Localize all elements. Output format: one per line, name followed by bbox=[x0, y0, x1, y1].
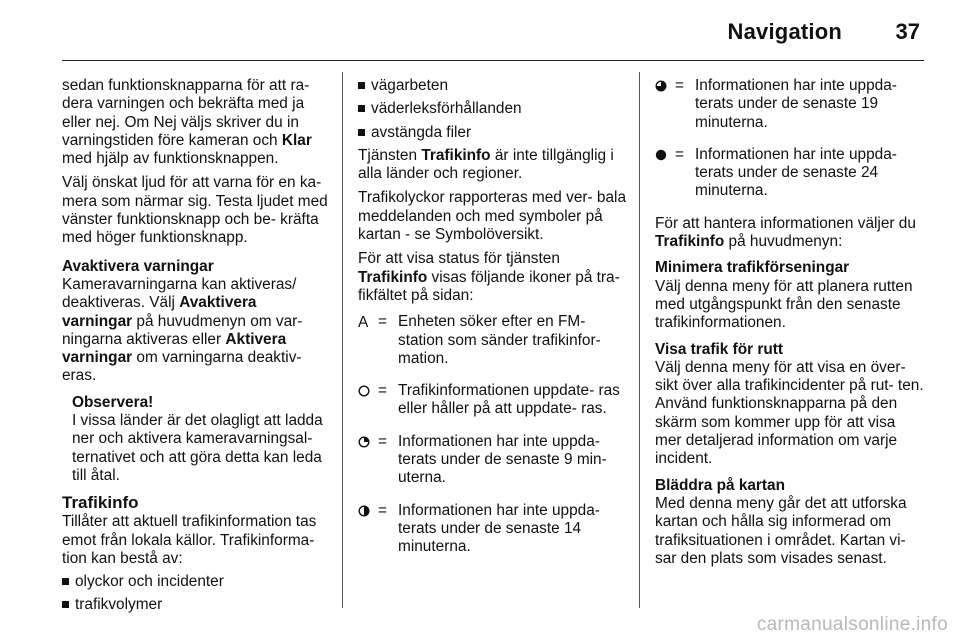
legend-row bbox=[358, 382, 626, 419]
bullet-square-icon bbox=[62, 578, 69, 585]
legend-text: Informationen har inte uppda- terats under de senaste 9 min- uterna. bbox=[398, 432, 607, 487]
legend-row bbox=[655, 146, 925, 201]
half-filled-circle-icon bbox=[358, 502, 378, 557]
legend-row bbox=[358, 433, 626, 488]
paragraph: Välj önskat ljud för att varna för en ka- mera som närmar sig. Testa ljudet med vänster funktionsknapp och be- kräfta med höger funktionsknapp. bbox=[62, 174, 328, 247]
paragraph: Tjänsten Trafikinfo är inte tillgänglig i alla länder och regioner. bbox=[358, 146, 614, 183]
section-title-trafikinfo: Trafikinfo bbox=[62, 493, 139, 513]
three-quarter-filled-circle-icon bbox=[655, 77, 675, 132]
legend-text: Trafikinformationen uppdate- ras eller håller på att uppdate- ras. bbox=[398, 382, 620, 418]
subheading-avaktivera: Avaktivera varningar bbox=[62, 257, 214, 275]
legend-row bbox=[358, 313, 626, 368]
subheading-bladdra: Bläddra på kartan bbox=[655, 476, 786, 494]
legend-text: Informationen har inte uppda- terats under de senaste 24 minuterna. bbox=[695, 145, 897, 200]
page-number: 37 bbox=[895, 19, 920, 44]
watermark-text: carmanualsonline.info bbox=[756, 614, 948, 635]
equals-sign: = bbox=[675, 77, 684, 94]
paragraph: Välj denna meny för att visa en över- sikt över alla trafikincidenter på rut- ten. Använd funktionsknapparna på den skärm som kommer upp för att visa mer detaljerad information om varje incident. bbox=[655, 358, 924, 468]
note-box bbox=[72, 394, 330, 485]
header-rule bbox=[62, 60, 924, 61]
note-title: Observera! bbox=[72, 393, 154, 411]
letter-a-symbol: A bbox=[358, 314, 369, 332]
bullet-list bbox=[358, 77, 626, 142]
bullet-square-icon bbox=[358, 129, 365, 136]
list-item: olyckor och incidenter bbox=[62, 573, 330, 591]
subheading-visa-trafik: Visa trafik för rutt bbox=[655, 340, 784, 358]
paragraph: Trafikolyckor rapporteras med ver- bala meddelanden och med symboler på kartan - se Symbolöversikt. bbox=[358, 189, 627, 244]
list-item: väderleksförhållanden bbox=[358, 100, 626, 118]
column-divider-1 bbox=[342, 72, 343, 608]
legend-row bbox=[655, 77, 925, 132]
column-1 bbox=[62, 77, 330, 620]
filled-circle-icon bbox=[655, 146, 675, 201]
bullet-list bbox=[62, 573, 330, 615]
equals-sign: = bbox=[378, 382, 387, 400]
legend-text: Informationen har inte uppda- terats under de senaste 14 minuterna. bbox=[398, 501, 600, 556]
column-3 bbox=[655, 77, 925, 574]
equals-sign: = bbox=[675, 145, 684, 163]
legend-text: Enheten söker efter en FM- station som sänder trafikinfor- mation. bbox=[398, 313, 601, 367]
page-header bbox=[0, 0, 960, 62]
list-item: vägarbeten bbox=[358, 77, 626, 95]
bullet-square-icon bbox=[358, 105, 365, 112]
list-item: trafikvolymer bbox=[62, 596, 330, 614]
subheading-minimera: Minimera trafikförseningar bbox=[655, 259, 850, 277]
equals-sign: = bbox=[378, 432, 387, 450]
equals-sign: = bbox=[378, 501, 387, 519]
legend-text: Informationen har inte uppda- terats under de senaste 19 minuterna. bbox=[695, 77, 897, 131]
paragraph: För att visa status för tjänsten Trafikinfo visas följande ikoner på tra- fikfältet på sidan: bbox=[358, 250, 620, 304]
paragraph: Tillåter att aktuell trafikinformation tas emot från lokala källor. Trafikinforma- tion kan bestå av: bbox=[62, 513, 317, 567]
page-title: Navigation bbox=[727, 19, 842, 44]
paragraph: sedan funktionsknapparna för att ra- dera varningen och bekräfta med ja eller nej. Om Nej väljs skriver du in varningstiden före kameran och Klar med hjälp av funktionsknappen. bbox=[62, 77, 312, 168]
equals-sign: = bbox=[378, 313, 387, 331]
paragraph: Välj denna meny för att planera rutten med utgångspunkt från den senaste trafikinformationen. bbox=[655, 277, 913, 332]
empty-circle-icon bbox=[358, 382, 378, 419]
bullet-square-icon bbox=[62, 601, 69, 608]
note-text: I vissa länder är det olagligt att ladda ner och aktivera kameravarningsal- ternativet och att göra detta kan leda till åtal. bbox=[72, 412, 323, 484]
legend-row bbox=[358, 502, 626, 557]
quarter-filled-circle-icon bbox=[358, 433, 378, 488]
column-2 bbox=[358, 77, 626, 571]
bullet-square-icon bbox=[358, 82, 365, 89]
paragraph: För att hantera informationen väljer du Trafikinfo på huvudmenyn: bbox=[655, 214, 916, 251]
paragraph: Med denna meny går det att utforska kartan och hålla sig informerad om trafiksituationen i området. Kartan vi- sar den plats som visades senast. bbox=[655, 494, 907, 567]
column-divider-2 bbox=[639, 72, 640, 608]
list-item: avstängda filer bbox=[358, 124, 626, 142]
paragraph: Kameravarningarna kan aktiveras/ deaktiveras. Välj Avaktivera varningar på huvudmenyn om var- ningarna aktiveras eller Aktivera varningar om varningarna deaktiv- eras. bbox=[62, 275, 303, 385]
